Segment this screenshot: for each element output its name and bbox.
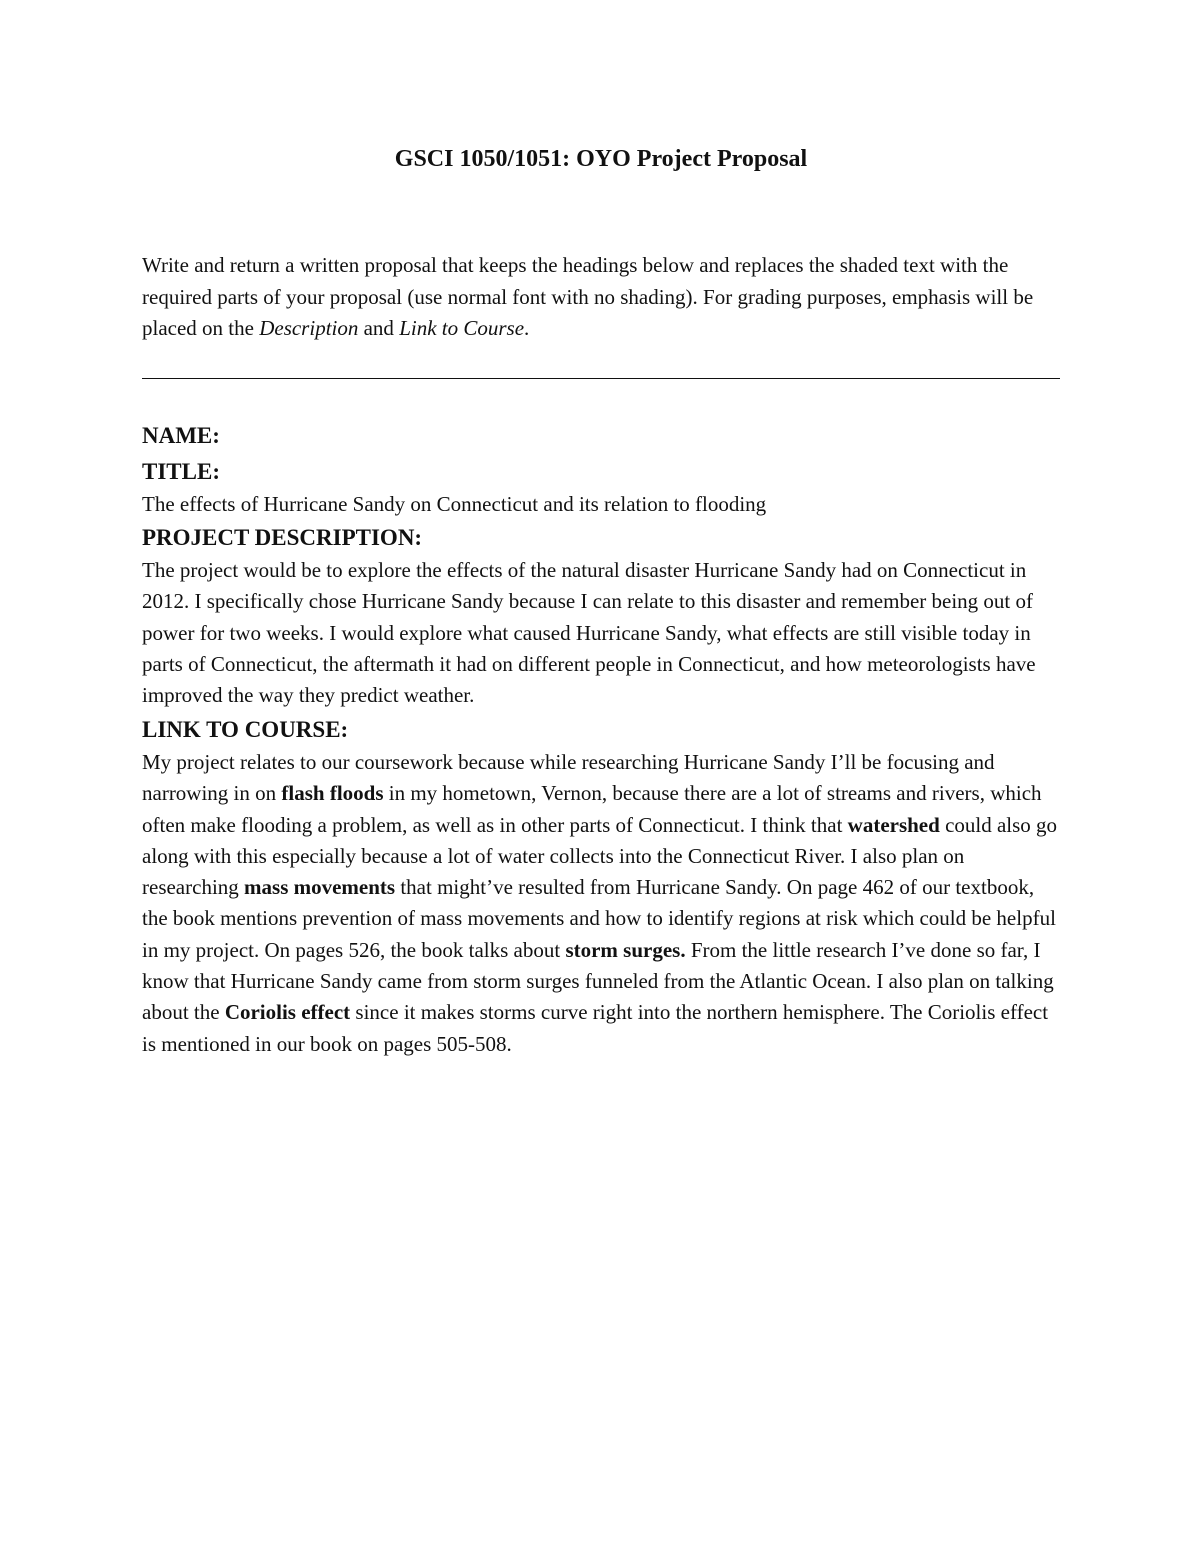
title-heading: TITLE:	[142, 459, 220, 484]
instructions-paragraph	[142, 250, 1060, 345]
link-text-5: From the little research I’ve done so far, I know that Hurricane Sandy came from storm surges funneled from the Atlantic Ocean. I also plan on talking about the	[142, 937, 1054, 1025]
link-heading: LINK TO COURSE:	[142, 717, 349, 742]
link-text	[142, 747, 1060, 1060]
term-coriolis-effect: Coriolis effect	[224, 1000, 351, 1025]
title-text: The effects of Hurricane Sandy on Connecticut and its relation to flooding	[142, 492, 767, 516]
title-section	[142, 455, 1060, 520]
link-text-2: in my hometown, Vernon, because there are a lot of streams and rivers, which often make flooding a problem, as well as in other parts of Connecticut. I think that	[142, 781, 1042, 837]
instructions-italic-link: Link to Course	[399, 316, 525, 340]
term-watershed: watershed	[847, 812, 940, 837]
document-title: GSCI 1050/1051: OYO Project Proposal	[394, 146, 808, 172]
link-text-6: since it makes storms curve right into the northern hemisphere. The Coriolis effect is mentioned in our book on pages 505-508.	[142, 1000, 1049, 1056]
instructions-text-2: and	[358, 316, 400, 340]
instructions-text-1: Write and return a written proposal that keeps the headings below and replaces the shaded text with the required parts of your proposal (use normal font with no shading). For grading purposes, emphasis will be placed on the	[142, 253, 1034, 340]
description-heading: PROJECT DESCRIPTION:	[142, 525, 423, 550]
description-section	[142, 521, 1060, 711]
horizontal-divider	[142, 378, 1060, 379]
link-section	[142, 713, 1060, 1060]
description-text: The project would be to explore the effects of the natural disaster Hurricane Sandy had on Connecticut in 2012. I specifically chose Hurricane Sandy because I can relate to this disaster and remember being out of power for two weeks. I would explore what caused Hurricane Sandy, what effects are still visible today in parts of Connecticut, the aftermath it had on different people in Connecticut, and how meteorologists have improved the way they predict weather.	[142, 558, 1036, 708]
instructions-text-3: .	[524, 316, 530, 340]
link-text-4: that might’ve resulted from Hurricane Sandy. On page 462 of our textbook, the book mentions prevention of mass movements and how to identify regions at risk which could be helpful in my project. On pages 526, the book talks about	[142, 875, 1056, 962]
link-text-3: could also go along with this especially because a lot of water collects into the Connecticut River. I also plan on researching	[142, 812, 1058, 900]
link-text-1: My project relates to our coursework because while researching Hurricane Sandy I’ll be focusing and narrowing in on	[142, 750, 995, 806]
name-section	[142, 419, 1060, 453]
term-storm-surges: storm surges.	[565, 937, 686, 962]
instructions-italic-description: Description	[259, 316, 359, 340]
name-heading: NAME:	[142, 423, 220, 448]
term-mass-movements: mass movements	[244, 875, 396, 900]
term-flash-floods: flash floods	[281, 781, 384, 806]
